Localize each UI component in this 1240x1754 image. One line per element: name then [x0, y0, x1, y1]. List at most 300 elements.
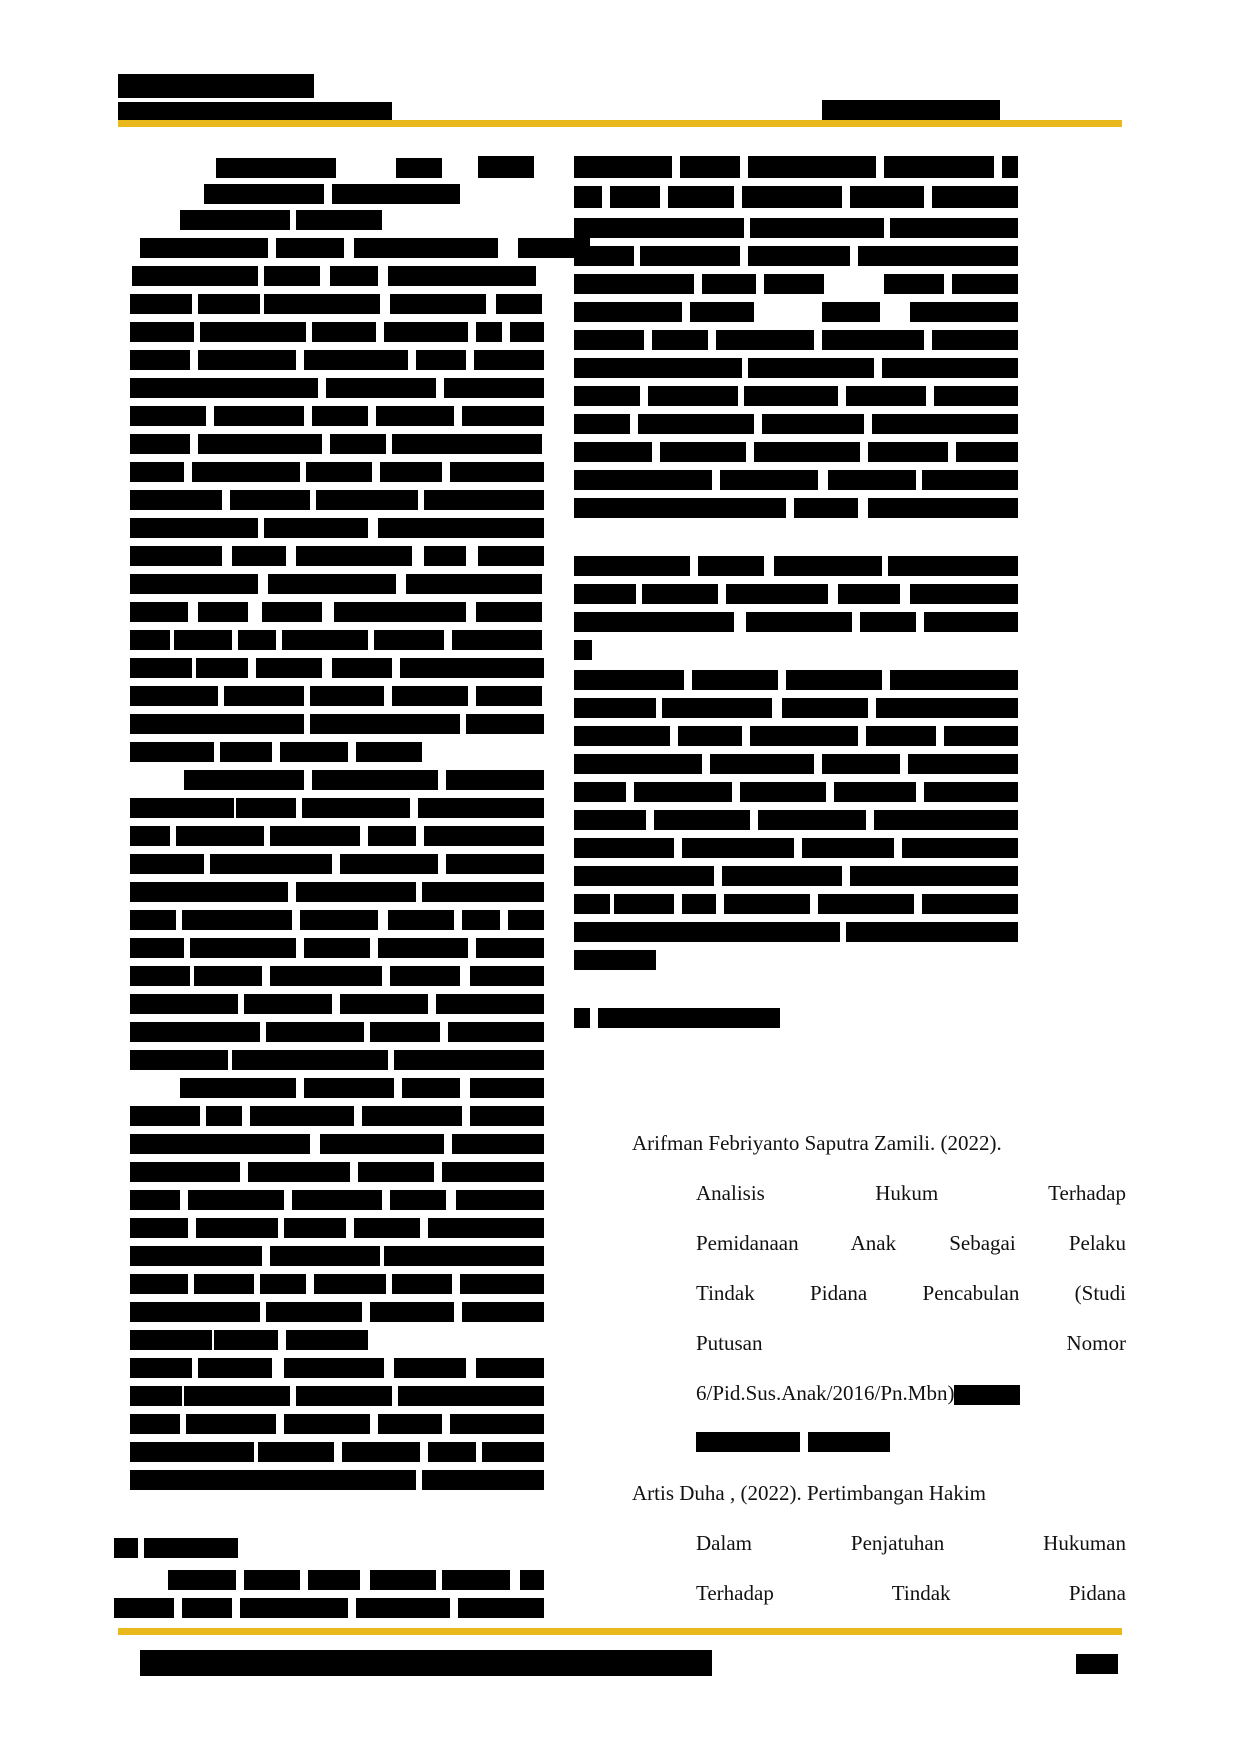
redaction-bar [888, 556, 1018, 576]
redaction-bar [450, 1414, 544, 1434]
redaction-bar [264, 518, 368, 538]
redaction-bar [444, 378, 544, 398]
redaction-bar [388, 910, 454, 930]
redaction-bar [668, 186, 734, 208]
redaction-bar [130, 826, 170, 846]
redaction-bar [130, 742, 214, 762]
redaction-bar [312, 770, 438, 790]
redaction-bar [206, 1106, 242, 1126]
redaction-bar [378, 938, 468, 958]
redaction-bar [390, 294, 486, 314]
redaction-bar [476, 322, 502, 342]
redaction-bar [740, 782, 826, 802]
redaction-bar [330, 266, 378, 286]
redaction-bar [702, 274, 756, 294]
reference-line [632, 1368, 1126, 1418]
redaction-bar [332, 184, 460, 204]
redaction-bar [462, 1302, 544, 1322]
redaction-bar [198, 350, 296, 370]
redaction-bar [482, 1442, 544, 1462]
redaction-bar [436, 994, 544, 1014]
redaction-bar [256, 658, 322, 678]
redaction-bar [130, 1218, 188, 1238]
redaction-bar [574, 922, 840, 942]
redaction-bar [456, 1190, 544, 1210]
redaction-bar [130, 462, 184, 482]
redaction-bar [710, 754, 814, 774]
redaction-bar [378, 1414, 442, 1434]
redaction-bar [452, 630, 542, 650]
redaction-bar [698, 556, 764, 576]
reference-line: Artis Duha , (2022). Pertimbangan Hakim [632, 1481, 987, 1505]
redaction-bar [834, 782, 916, 802]
redaction-bar [168, 1570, 236, 1590]
redaction-bar [470, 1078, 544, 1098]
reference-line: Analisis Hukum Terhadap [696, 1181, 1126, 1205]
reference-entry-redacted [632, 1418, 1126, 1468]
redaction-bar [466, 714, 544, 734]
redaction-bar [392, 434, 542, 454]
redaction-bar [474, 350, 544, 370]
redaction-bar [284, 1414, 370, 1434]
redaction-bar [312, 322, 376, 342]
redaction-bar [822, 302, 880, 322]
redaction-bar [276, 238, 344, 258]
redaction-bar [370, 1022, 440, 1042]
redaction-bar [130, 798, 234, 818]
redaction-bar [446, 854, 544, 874]
redaction-bar [130, 1274, 188, 1294]
redaction-bar [296, 882, 416, 902]
redaction-bar [574, 866, 714, 886]
redaction-bar [214, 1330, 278, 1350]
redaction-bar [354, 238, 498, 258]
redaction-bar [794, 498, 858, 518]
redaction-bar [574, 470, 712, 490]
redaction-bar [508, 910, 544, 930]
redaction-bar [182, 1598, 232, 1618]
redaction-bar [682, 894, 716, 914]
redaction-bar [654, 810, 750, 830]
redaction-bar [282, 630, 368, 650]
redaction-bar [130, 938, 184, 958]
redaction-bar [130, 1358, 192, 1378]
redaction-bar [496, 294, 542, 314]
redaction-bar [130, 406, 206, 426]
redaction-bar [356, 742, 422, 762]
redaction-bar [652, 330, 708, 350]
redaction-bar [396, 158, 442, 178]
redaction-bar [270, 966, 382, 986]
redaction-bar [180, 1078, 296, 1098]
redaction-bar [450, 462, 544, 482]
redaction-bar [678, 726, 742, 746]
redaction-bar [308, 1570, 360, 1590]
redaction-bar [266, 1302, 362, 1322]
redaction-bar [782, 698, 868, 718]
redaction-bar [214, 406, 304, 426]
redaction-bar [762, 414, 864, 434]
redaction-bar [640, 246, 740, 266]
redaction-bar [774, 556, 882, 576]
redaction-bar [634, 782, 732, 802]
redaction-bar [574, 782, 626, 802]
redaction-bar [130, 1162, 240, 1182]
redaction-bar [198, 602, 248, 622]
redaction-bar [354, 1218, 420, 1238]
redaction-bar [874, 810, 1018, 830]
redaction-bar [574, 838, 674, 858]
redaction-bar [264, 294, 380, 314]
redaction-bar [296, 546, 412, 566]
redaction-bar [130, 1330, 212, 1350]
redaction-bar [292, 1190, 382, 1210]
redaction-bar [130, 1106, 200, 1126]
redaction-bar [574, 698, 656, 718]
redaction-bar [610, 186, 660, 208]
redaction-bar [384, 1246, 544, 1266]
redaction-bar [130, 714, 304, 734]
redaction-bar [510, 322, 544, 342]
redaction-bar [422, 882, 544, 902]
redaction-bar [722, 866, 842, 886]
redaction-bar [642, 584, 718, 604]
redaction-bar [194, 1274, 254, 1294]
footer-page-number-redaction [1076, 1654, 1118, 1674]
redaction-bar [574, 156, 672, 178]
redaction-bar [574, 358, 742, 378]
redaction-bar [742, 186, 842, 208]
redaction-bar [196, 658, 248, 678]
redaction-bar [802, 838, 894, 858]
redaction-bar [866, 726, 936, 746]
redaction-bar [680, 156, 740, 178]
redaction-bar [374, 630, 444, 650]
redaction-bar [130, 686, 218, 706]
redaction-bar [754, 442, 860, 462]
redaction-bar [394, 1358, 466, 1378]
redaction-bar [176, 826, 264, 846]
redaction-bar [182, 910, 292, 930]
redaction-bar [448, 1022, 544, 1042]
redaction-bar [130, 1386, 182, 1406]
redaction-bar [266, 1022, 364, 1042]
redaction-bar [130, 658, 192, 678]
redaction-bar [932, 186, 1018, 208]
redaction-bar [424, 490, 544, 510]
redaction-bar [954, 1385, 1020, 1405]
redaction-bar [130, 490, 222, 510]
redaction-bar [316, 490, 418, 510]
redaction-bar [224, 686, 304, 706]
redaction-bar [724, 894, 810, 914]
redaction-bar [284, 1358, 384, 1378]
redaction-bar [476, 686, 542, 706]
reference-line: Terhadap Tindak Pidana [696, 1581, 1126, 1605]
redaction-bar [574, 640, 592, 660]
redaction-bar [748, 246, 850, 266]
redaction-bar [882, 358, 1018, 378]
redaction-bar [922, 894, 1018, 914]
redaction-bar [850, 186, 924, 208]
redaction-bar [310, 714, 460, 734]
redaction-bar [750, 218, 884, 238]
redaction-bar [130, 518, 258, 538]
redaction-bar [868, 498, 1018, 518]
redaction-bar [262, 602, 322, 622]
redaction-bar [574, 218, 744, 238]
redaction-bar [296, 210, 382, 230]
redaction-bar [184, 770, 304, 790]
redaction-bar [748, 358, 874, 378]
redaction-bar [460, 1274, 544, 1294]
redaction-bar [390, 966, 460, 986]
redaction-bar [306, 462, 372, 482]
redaction-bar [574, 498, 786, 518]
redaction-bar [750, 726, 858, 746]
redaction-bar [428, 1442, 476, 1462]
redaction-bar [418, 798, 544, 818]
redaction-bar [422, 1470, 544, 1490]
redaction-bar [238, 630, 276, 650]
footer-rule [118, 1628, 1122, 1635]
redaction-bar [932, 330, 1018, 350]
redaction-bar [638, 414, 754, 434]
redaction-bar [458, 1598, 544, 1618]
redaction-bar [378, 518, 544, 538]
redaction-bar [264, 266, 320, 286]
redaction-bar [286, 1330, 368, 1350]
redaction-bar [250, 1106, 354, 1126]
redaction-bar [302, 798, 410, 818]
redaction-bar [384, 322, 468, 342]
redaction-bar [910, 302, 1018, 322]
redaction-bar [296, 1386, 392, 1406]
redaction-bar [132, 266, 258, 286]
redaction-bar [764, 274, 824, 294]
redaction-bar [130, 994, 238, 1014]
redaction-bar [304, 1078, 394, 1098]
redaction-bar [956, 442, 1018, 462]
redaction-bar [130, 882, 288, 902]
redaction-bar [462, 910, 500, 930]
redaction-bar [758, 810, 866, 830]
redaction-bar [828, 470, 916, 490]
redaction-bar [332, 658, 392, 678]
redaction-bar [388, 266, 536, 286]
redaction-bar [130, 574, 258, 594]
redaction-bar [368, 826, 416, 846]
redaction-bar [884, 274, 944, 294]
redaction-bar [910, 584, 1018, 604]
redaction-bar [180, 210, 290, 230]
header-journal-line-redaction [118, 102, 392, 122]
redaction-bar [442, 1570, 510, 1590]
redaction-bar [356, 1598, 450, 1618]
header-title-redaction [118, 74, 314, 98]
redaction-bar [130, 1022, 260, 1042]
redaction-bar [130, 630, 170, 650]
redaction-bar [244, 1570, 300, 1590]
redaction-bar [130, 546, 222, 566]
redaction-bar [746, 612, 852, 632]
redaction-bar [236, 798, 296, 818]
redaction-bar [442, 1162, 544, 1182]
reference-line: Pemidanaan Anak Sebagai Pelaku [696, 1231, 1126, 1255]
redaction-bar [890, 670, 1018, 690]
redaction-bar [416, 350, 466, 370]
redaction-bar [130, 322, 194, 342]
redaction-bar [648, 386, 738, 406]
redaction-bar [232, 546, 286, 566]
redaction-bar [818, 894, 914, 914]
redaction-bar [476, 602, 542, 622]
redaction-bar [922, 470, 1018, 490]
header-rule [118, 120, 1122, 127]
redaction-bar [720, 470, 818, 490]
redaction-bar [130, 1414, 180, 1434]
redaction-bar [902, 838, 1018, 858]
redaction-bar [428, 1218, 544, 1238]
redaction-bar [692, 670, 778, 690]
redaction-bar [130, 602, 188, 622]
redaction-bar [662, 698, 772, 718]
redaction-bar [114, 1598, 174, 1618]
redaction-bar [872, 414, 1018, 434]
redaction-bar [144, 1538, 238, 1558]
redaction-bar [876, 698, 1018, 718]
redaction-bar [884, 156, 994, 178]
redaction-bar [574, 186, 602, 208]
redaction-bar [204, 184, 324, 204]
redaction-bar [268, 574, 396, 594]
redaction-bar [130, 1302, 260, 1322]
redaction-bar [198, 294, 260, 314]
redaction-bar [574, 386, 640, 406]
reference-entry [632, 1468, 1126, 1618]
references-heading-redaction [574, 1008, 590, 1028]
redaction-bar [216, 158, 336, 178]
redaction-bar [908, 754, 1018, 774]
redaction-bar [370, 1570, 436, 1590]
redaction-bar [130, 966, 190, 986]
redaction-bar [748, 156, 876, 178]
redaction-bar [924, 612, 1018, 632]
redaction-bar [244, 994, 332, 1014]
redaction-bar [470, 966, 544, 986]
redaction-bar [574, 414, 630, 434]
redaction-bar [130, 1050, 228, 1070]
redaction-bar [392, 1274, 452, 1294]
redaction-bar [786, 670, 882, 690]
redaction-bar [200, 322, 306, 342]
footer-text-redaction [140, 1650, 712, 1676]
redaction-bar [574, 754, 702, 774]
redaction-bar [380, 462, 442, 482]
redaction-bar [140, 238, 268, 258]
redaction-bar [300, 910, 378, 930]
redaction-bar [660, 442, 746, 462]
redaction-bar [924, 782, 1018, 802]
redaction-bar [574, 612, 734, 632]
redaction-bar [340, 854, 438, 874]
redaction-bar [390, 1190, 446, 1210]
redaction-bar [184, 1386, 290, 1406]
redaction-bar [130, 1190, 180, 1210]
redaction-bar [260, 1274, 306, 1294]
redaction-bar [574, 330, 644, 350]
redaction-bar [130, 854, 204, 874]
redaction-bar [330, 434, 386, 454]
reference-line: Putusan Nomor [696, 1331, 1126, 1355]
redaction-bar [326, 378, 436, 398]
redaction-bar [258, 1442, 334, 1462]
redaction-bar [130, 1470, 416, 1490]
redaction-bar [850, 866, 1018, 886]
redaction-bar [130, 350, 190, 370]
redaction-bar [574, 670, 684, 690]
reference-line: Tindak Pidana Pencabulan (Studi [696, 1281, 1126, 1305]
redaction-bar [198, 1358, 272, 1378]
redaction-bar [744, 386, 838, 406]
redaction-bar [190, 938, 296, 958]
redaction-bar [446, 770, 544, 790]
redaction-bar [196, 1218, 278, 1238]
references-heading-redaction [598, 1008, 780, 1028]
redaction-bar [284, 1218, 346, 1238]
redaction-bar [248, 1162, 350, 1182]
redaction-bar [188, 1190, 284, 1210]
redaction-bar [304, 938, 370, 958]
redaction-bar [362, 1106, 462, 1126]
redaction-bar [232, 1050, 388, 1070]
redaction-bar [314, 1274, 386, 1294]
redaction-bar [304, 350, 408, 370]
redaction-bar [130, 1442, 254, 1462]
redaction-bar [114, 1538, 138, 1558]
redaction-bar [520, 1570, 544, 1590]
redaction-bar [424, 546, 466, 566]
redaction-bar [402, 1078, 460, 1098]
redaction-bar [690, 302, 754, 322]
redaction-bar [334, 602, 466, 622]
redaction-bar [574, 556, 690, 576]
redaction-bar [574, 442, 652, 462]
redaction-bar [270, 826, 360, 846]
redaction-bar [478, 546, 544, 566]
redaction-bar [320, 1134, 444, 1154]
redaction-bar [192, 462, 300, 482]
redaction-bar [716, 330, 814, 350]
redaction-bar [574, 810, 646, 830]
redaction-bar [822, 754, 900, 774]
redaction-bar [194, 966, 262, 986]
redaction-bar [462, 406, 544, 426]
redaction-bar [400, 658, 544, 678]
redaction-bar [220, 742, 272, 762]
redaction-bar [280, 742, 348, 762]
redaction-bar [392, 686, 468, 706]
redaction-bar [340, 994, 428, 1014]
redaction-bar [358, 1162, 434, 1182]
redaction-bar [726, 584, 828, 604]
redaction-bar [240, 1598, 348, 1618]
redaction-bar [934, 386, 1018, 406]
redaction-bar [944, 726, 1018, 746]
redaction-bar [312, 406, 368, 426]
redaction-bar [1002, 156, 1018, 178]
header-right-label-redaction [822, 100, 1000, 122]
